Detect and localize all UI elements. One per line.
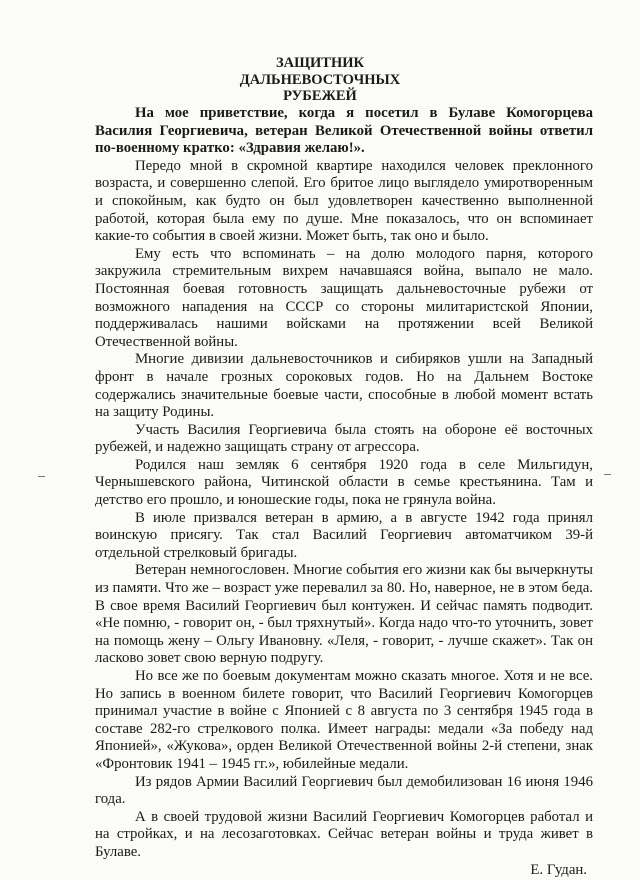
paragraph: Ему есть что вспоминать – на долю молодого парня, которого закружила стремительным вихрем начавшаяся война, выпало не мало. Постоянная боевая готовность защищать дальневосточные рубежи от возможного нападения на СССР со стороны милитаристской Японии, поддерживалась нашими войсками на протяжении всей Великой Отечественной войны. [95,245,593,350]
paragraph: Родился наш земляк 6 сентября 1920 года в селе Мильгидун, Чернышевского района, Читинской области в семье крестьянина. Там и детство его прошло, и юношеские годы, пока не грянула война. [95,456,593,509]
paragraph: Участь Василия Георгиевича была стоять на обороне её восточных рубежей, и надежно защищать страну от агрессора. [95,421,593,456]
paragraph: Передо мной в скромной квартире находился человек преклонного возраста, и совершенно слепой. Его бритое лицо выглядело умиротворенным и спокойным, как будто он был удовлетворен качественно выполненной работой, которая была ему по душе. Мне показалось, что он вспоминает какие-то события в своей жизни. Может быть, так оно и было. [95,157,593,245]
paragraph: А в своей трудовой жизни Василий Георгиевич Комогорцев работал и на стройках, и на лесозаготовках. Сейчас ветеран войны и труда живет в Булаве. [95,808,593,860]
article-title [0,55,640,105]
paragraph: Но все же по боевым документам можно сказать многое. Хотя и не все. Но запись в военном билете говорит, что Василий Георгиевич Комогорцев принимал участие в войне с Японией с 8 августа по 3 сентября 1945 года в составе 282-го стрелкового полка. Имеет награды: медали «За победу над Японией», «Жукова», орден Великой Отечественной войны 2-й степени, знак «Фронтовик 1941 – 1945 гг.», юбилейные медали. [95,668,593,772]
lead-paragraph: На мое приветствие, когда я посетил в Булаве Комогорцева Василия Георгиевича, ветеран Великой Отечественной войны ответил по-военному кратко: «Здравия желаю!». [95,105,593,157]
title-line: ЗАЩИТНИК [275,55,365,71]
paragraph: В июле призвался ветеран в армию, а в августе 1942 года принял воинскую присягу. Так стал Василий Георгиевич автоматчиком 39-й отдельной стрелковый бригады. [95,509,593,561]
title-line: РУБЕЖЕЙ [283,88,357,104]
title-line: ДАЛЬНЕВОСТОЧНЫХ [239,71,401,88]
scan-mark [604,474,611,475]
author-signature: Е. Гудан. [530,861,587,878]
paragraph: Ветеран немногословен. Многие события его жизни как бы вычеркнуты из памяти. Что же – возраст уже перевалил за 80. Но, наверное, не в этом беда. В свое время Василий Георгиевич был контужен. И сейчас память подводит. «Не помню, - говорит он, - был тряхнутый». Когда надо что-то уточнить, зовет на помощь жену – Ольгу Ивановну. «Леля, - говорит, - лучше скажет». Так он ласково зовет свою верную подругу. [95,562,593,667]
article-body [95,105,593,879]
paragraph: Многие дивизии дальневосточников и сибиряков ушли на Западный фронт в начале грозных сороковых годов. Но на Дальнем Востоке содержались значительные боевые части, способные в любой момент встать на защиту Родины. [95,351,593,421]
paragraph: Из рядов Армии Василий Георгиевич был демобилизован 16 июня 1946 года. [95,773,593,808]
scan-mark [38,476,45,477]
